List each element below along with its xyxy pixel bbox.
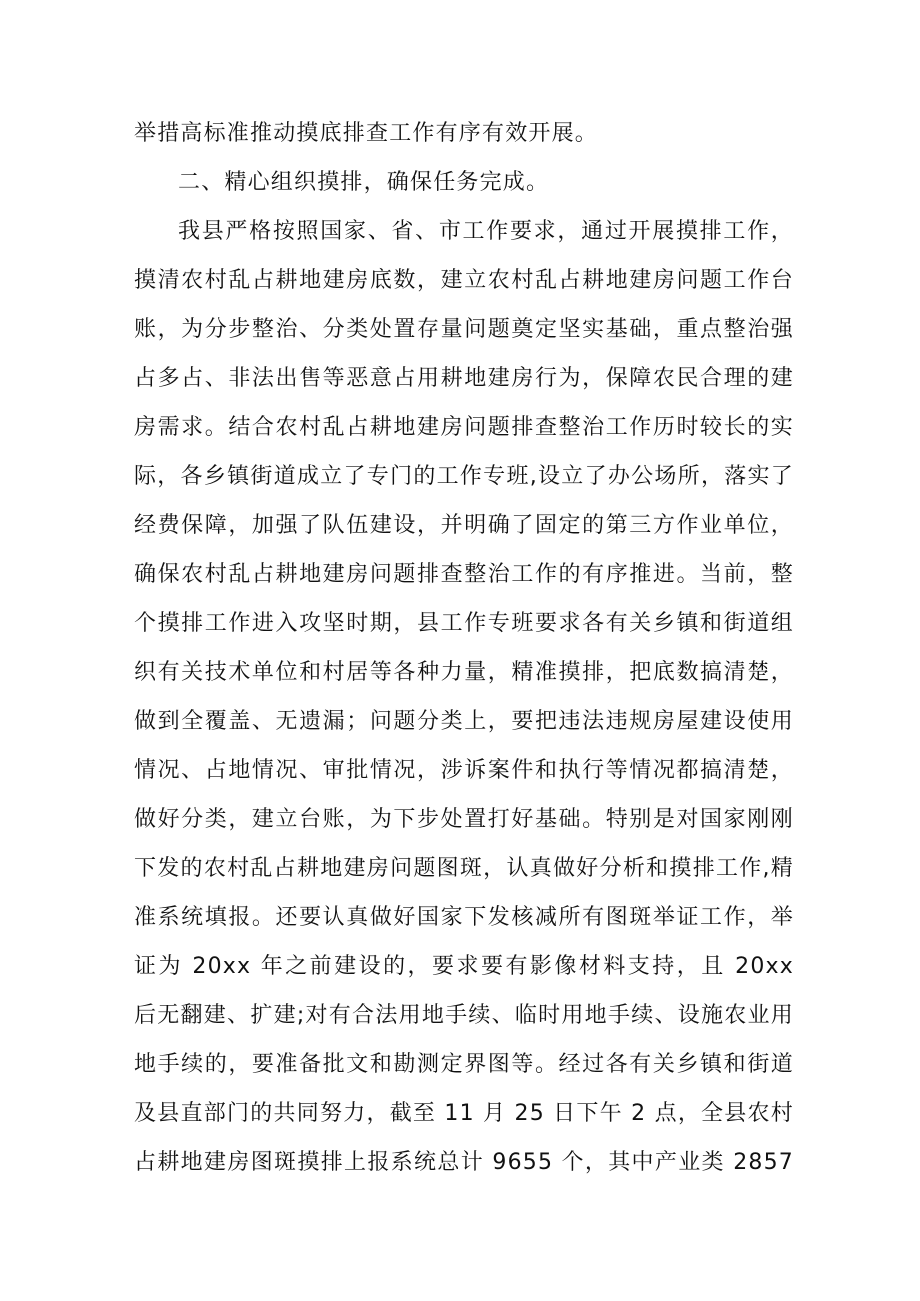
text-line: 后无翻建、扩建;对有合法用地手续、临时用地手续、设施农业用 xyxy=(134,1003,794,1028)
text-line: 经费保障，加强了队伍建设，并明确了固定的第三方作业单位， xyxy=(134,513,794,538)
text-line: 我县严格按照国家、省、市工作要求，通过开展摸排工作， xyxy=(178,219,794,244)
text-line: 账，为分步整治、分类处置存量问题奠定坚实基础，重点整治强 xyxy=(134,317,794,342)
text-line: 房需求。结合农村乱占耕地建房问题排查整治工作历时较长的实 xyxy=(134,415,794,440)
text-line: 下发的农村乱占耕地建房问题图斑，认真做好分析和摸排工作,精 xyxy=(134,856,794,881)
text-line: 做到全覆盖、无遗漏；问题分类上，要把违法违规房屋建设使用 xyxy=(134,709,794,734)
text-line: 确保农村乱占耕地建房问题排查整治工作的有序推进。当前，整 xyxy=(134,562,794,587)
text-line: 证为 20xx 年之前建设的，要求要有影像材料支持，且 20xx xyxy=(134,954,794,979)
text-line: 占耕地建房图斑摸排上报系统总计 9655 个，其中产业类 2857 xyxy=(134,1150,794,1175)
text-line: 个摸排工作进入攻坚时期，县工作专班要求各有关乡镇和街道组 xyxy=(134,611,794,636)
text-line: 及县直部门的共同努力，截至 11 月 25 日下午 2 点，全县农村 xyxy=(134,1101,794,1126)
text-line: 做好分类，建立台账，为下步处置打好基础。特别是对国家刚刚 xyxy=(134,807,794,832)
text-line: 织有关技术单位和村居等各种力量，精准摸排，把底数搞清楚， xyxy=(134,660,794,685)
text-line: 占多占、非法出售等恶意占用耕地建房行为，保障农民合理的建 xyxy=(134,366,794,391)
section-heading: 二、精心组织摸排，确保任务完成。 xyxy=(178,170,550,195)
text-line: 准系统填报。还要认真做好国家下发核减所有图斑举证工作，举 xyxy=(134,905,794,930)
text-line: 情况、占地情况、审批情况，涉诉案件和执行等情况都搞清楚， xyxy=(134,758,794,783)
text-line: 地手续的，要准备批文和勘测定界图等。经过各有关乡镇和街道 xyxy=(134,1052,794,1077)
text-line: 摸清农村乱占耕地建房底数，建立农村乱占耕地建房问题工作台 xyxy=(134,268,794,293)
text-line: 举措高标准推动摸底排查工作有序有效开展。 xyxy=(134,121,599,146)
text-line: 际，各乡镇街道成立了专门的工作专班,设立了办公场所，落实了 xyxy=(134,464,794,489)
